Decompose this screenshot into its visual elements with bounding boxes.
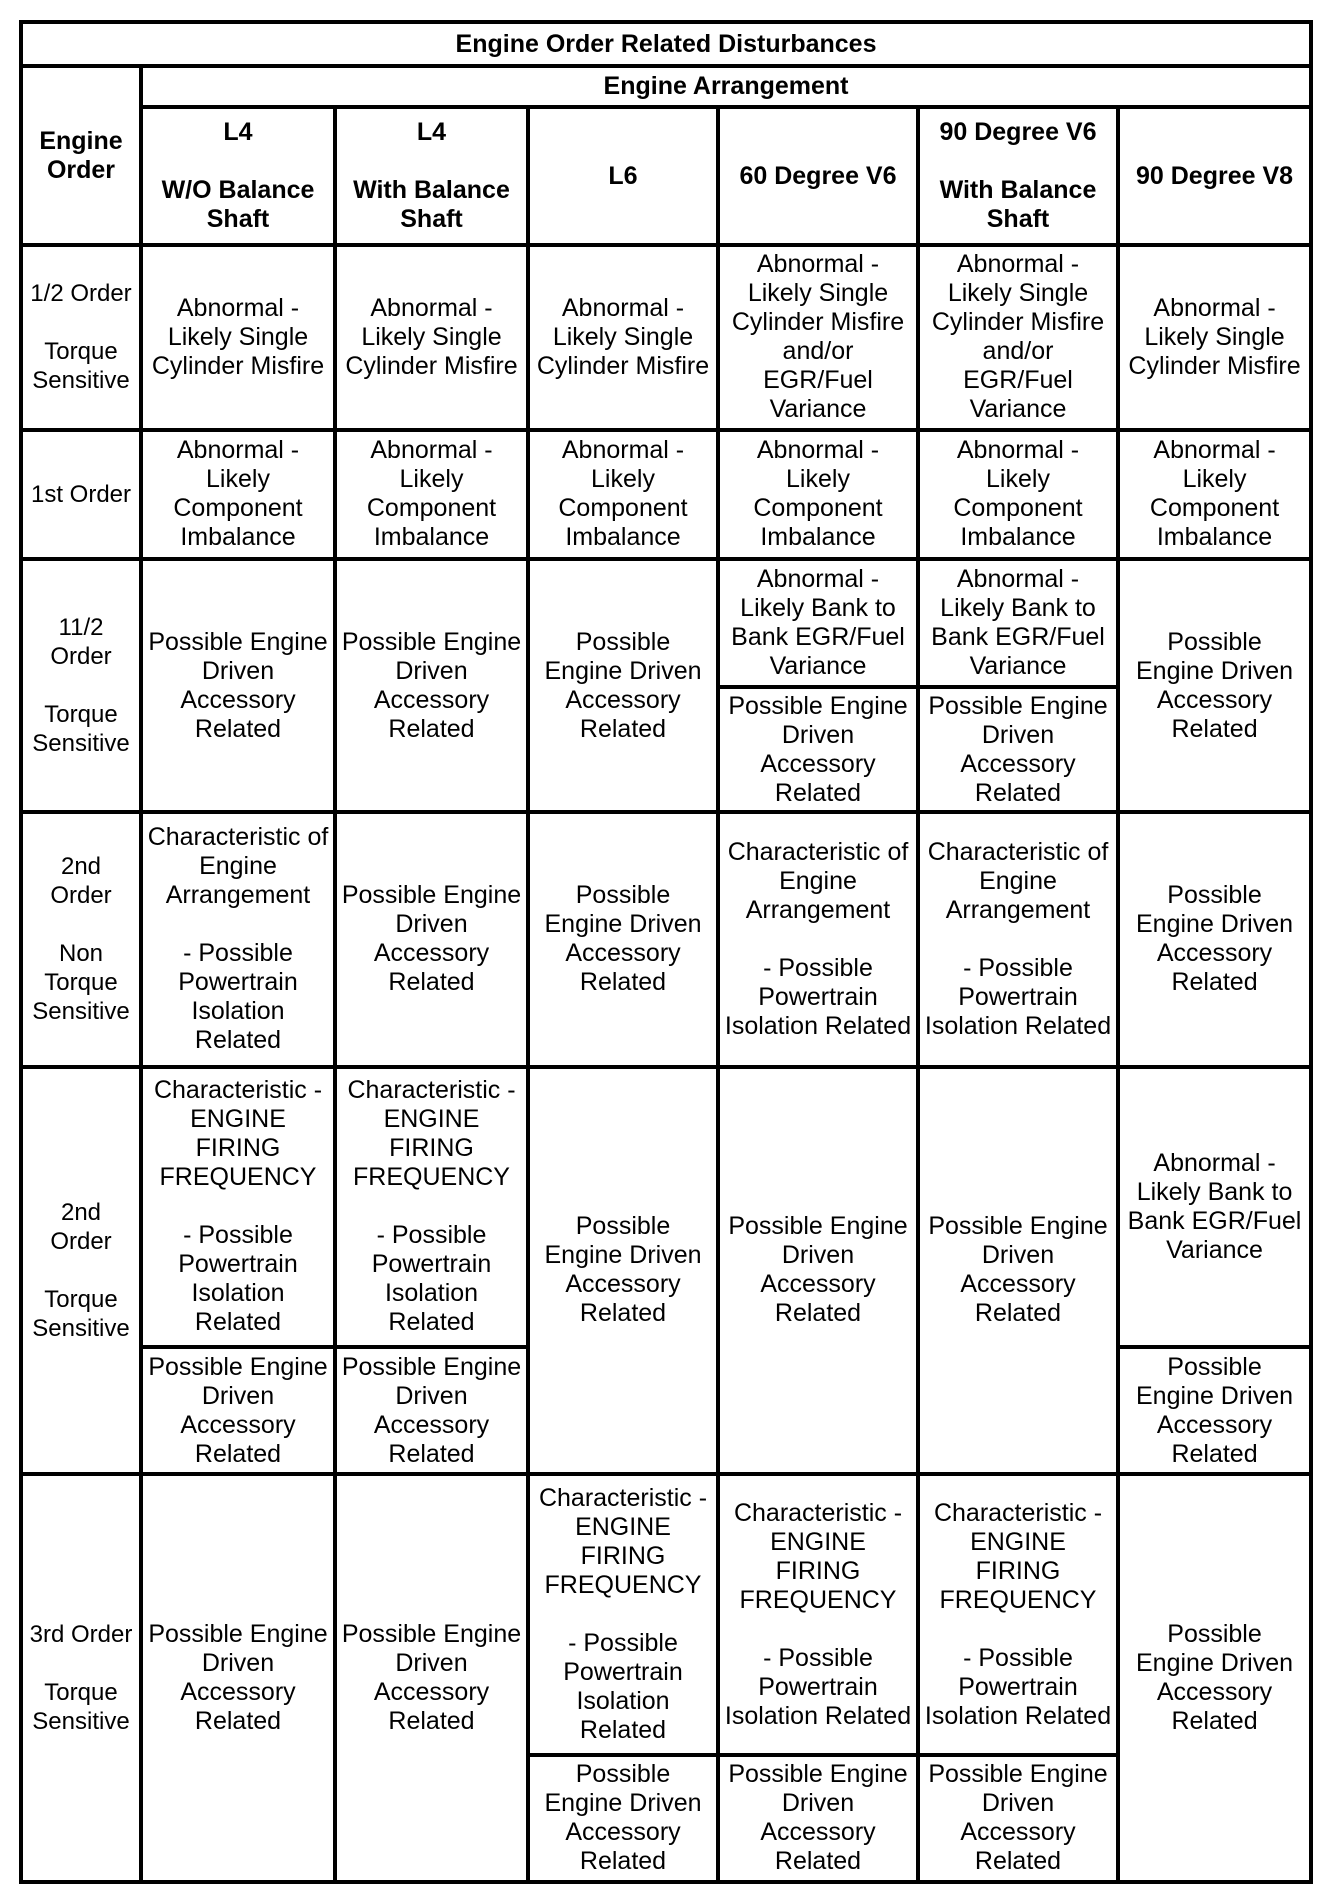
cell-third-v6-60-accessory: Possible Engine Driven Accessory Related	[718, 1755, 918, 1882]
column-header-l4-wo-balance: L4 W/O Balance Shaft	[141, 107, 335, 245]
engine-order-table	[19, 20, 1313, 1884]
cell-second-nts-v6-90: Characteristic of Engine Arrangement - Possible Powertrain Isolation Related	[918, 812, 1118, 1066]
row-label-second-order-torque: 2nd Order Torque Sensitive	[21, 1067, 141, 1475]
row-label-one-half-order: 11/2 Order Torque Sensitive	[21, 559, 141, 812]
cell-half-l4-wo: Abnormal - Likely Single Cylinder Misfire	[141, 245, 335, 429]
cell-half-v6-60: Abnormal - Likely Single Cylinder Misfire and/or EGR/Fuel Variance	[718, 245, 918, 429]
cell-onehalf-v6-60-abnormal: Abnormal - Likely Bank to Bank EGR/Fuel Variance	[718, 559, 918, 687]
cell-onehalf-v6-90-abnormal: Abnormal - Likely Bank to Bank EGR/Fuel Variance	[918, 559, 1118, 687]
column-header-90-v6: 90 Degree V6 With Balance Shaft	[918, 107, 1118, 245]
column-header-l4-with-balance: L4 With Balance Shaft	[335, 107, 528, 245]
cell-third-l4-wo: Possible Engine Driven Accessory Related	[141, 1474, 335, 1882]
cell-third-l4-with: Possible Engine Driven Accessory Related	[335, 1474, 528, 1882]
row-label-second-order-non-torque: 2nd Order Non Torque Sensitive	[21, 812, 141, 1066]
cell-first-l6: Abnormal - Likely Component Imbalance	[528, 430, 718, 559]
disturbance-table-container	[19, 20, 1309, 1884]
cell-third-v6-90-accessory: Possible Engine Driven Accessory Related	[918, 1755, 1118, 1882]
cell-third-v6-90-firing: Characteristic - ENGINE FIRING FREQUENCY - Possible Powertrain Isolation Related	[918, 1474, 1118, 1754]
cell-onehalf-v6-90-accessory: Possible Engine Driven Accessory Related	[918, 687, 1118, 812]
cell-onehalf-l4-wo: Possible Engine Driven Accessory Related	[141, 559, 335, 812]
cell-second-nts-l6: Possible Engine Driven Accessory Related	[528, 812, 718, 1066]
engine-arrangement-header: Engine Arrangement	[141, 66, 1311, 107]
row-label-half-order: 1/2 Order Torque Sensitive	[21, 245, 141, 429]
column-header-l6: L6	[528, 107, 718, 245]
cell-second-ts-v6-90: Possible Engine Driven Accessory Related	[918, 1067, 1118, 1475]
table-title: Engine Order Related Disturbances	[21, 22, 1311, 66]
cell-second-ts-v8-90-accessory: Possible Engine Driven Accessory Related	[1118, 1347, 1311, 1474]
row-label-third-order: 3rd Order Torque Sensitive	[21, 1474, 141, 1882]
cell-second-ts-v8-90-abnormal: Abnormal - Likely Bank to Bank EGR/Fuel Variance	[1118, 1067, 1311, 1347]
cell-half-l6: Abnormal - Likely Single Cylinder Misfire	[528, 245, 718, 429]
cell-first-l4-with: Abnormal - Likely Component Imbalance	[335, 430, 528, 559]
column-header-60-v6: 60 Degree V6	[718, 107, 918, 245]
cell-first-v6-90: Abnormal - Likely Component Imbalance	[918, 430, 1118, 559]
cell-second-nts-v8-90: Possible Engine Driven Accessory Related	[1118, 812, 1311, 1066]
cell-first-v6-60: Abnormal - Likely Component Imbalance	[718, 430, 918, 559]
cell-second-ts-l4-wo-firing: Characteristic - ENGINE FIRING FREQUENCY - Possible Powertrain Isolation Related	[141, 1067, 335, 1347]
cell-third-v6-60-firing: Characteristic - ENGINE FIRING FREQUENCY - Possible Powertrain Isolation Related	[718, 1474, 918, 1754]
cell-second-nts-l4-wo: Characteristic of Engine Arrangement - Possible Powertrain Isolation Related	[141, 812, 335, 1066]
row-label-first-order: 1st Order	[21, 430, 141, 559]
cell-onehalf-v8-90: Possible Engine Driven Accessory Related	[1118, 559, 1311, 812]
engine-order-header: Engine Order	[21, 66, 141, 245]
cell-second-ts-l4-wo-accessory: Possible Engine Driven Accessory Related	[141, 1347, 335, 1474]
column-header-90-v8: 90 Degree V8	[1118, 107, 1311, 245]
cell-second-ts-l4-with-accessory: Possible Engine Driven Accessory Related	[335, 1347, 528, 1474]
cell-half-v8-90: Abnormal - Likely Single Cylinder Misfire	[1118, 245, 1311, 429]
cell-onehalf-l4-with: Possible Engine Driven Accessory Related	[335, 559, 528, 812]
cell-second-ts-l6: Possible Engine Driven Accessory Related	[528, 1067, 718, 1475]
cell-third-l6-accessory: Possible Engine Driven Accessory Related	[528, 1755, 718, 1882]
cell-third-v8-90: Possible Engine Driven Accessory Related	[1118, 1474, 1311, 1882]
cell-second-ts-v6-60: Possible Engine Driven Accessory Related	[718, 1067, 918, 1475]
cell-onehalf-v6-60-accessory: Possible Engine Driven Accessory Related	[718, 687, 918, 812]
cell-half-v6-90: Abnormal - Likely Single Cylinder Misfire and/or EGR/Fuel Variance	[918, 245, 1118, 429]
cell-first-v8-90: Abnormal - Likely Component Imbalance	[1118, 430, 1311, 559]
cell-half-l4-with: Abnormal - Likely Single Cylinder Misfire	[335, 245, 528, 429]
cell-third-l6-firing: Characteristic - ENGINE FIRING FREQUENCY - Possible Powertrain Isolation Related	[528, 1474, 718, 1754]
cell-second-nts-l4-with: Possible Engine Driven Accessory Related	[335, 812, 528, 1066]
cell-onehalf-l6: Possible Engine Driven Accessory Related	[528, 559, 718, 812]
cell-second-nts-v6-60: Characteristic of Engine Arrangement - Possible Powertrain Isolation Related	[718, 812, 918, 1066]
cell-second-ts-l4-with-firing: Characteristic - ENGINE FIRING FREQUENCY - Possible Powertrain Isolation Related	[335, 1067, 528, 1347]
cell-first-l4-wo: Abnormal - Likely Component Imbalance	[141, 430, 335, 559]
